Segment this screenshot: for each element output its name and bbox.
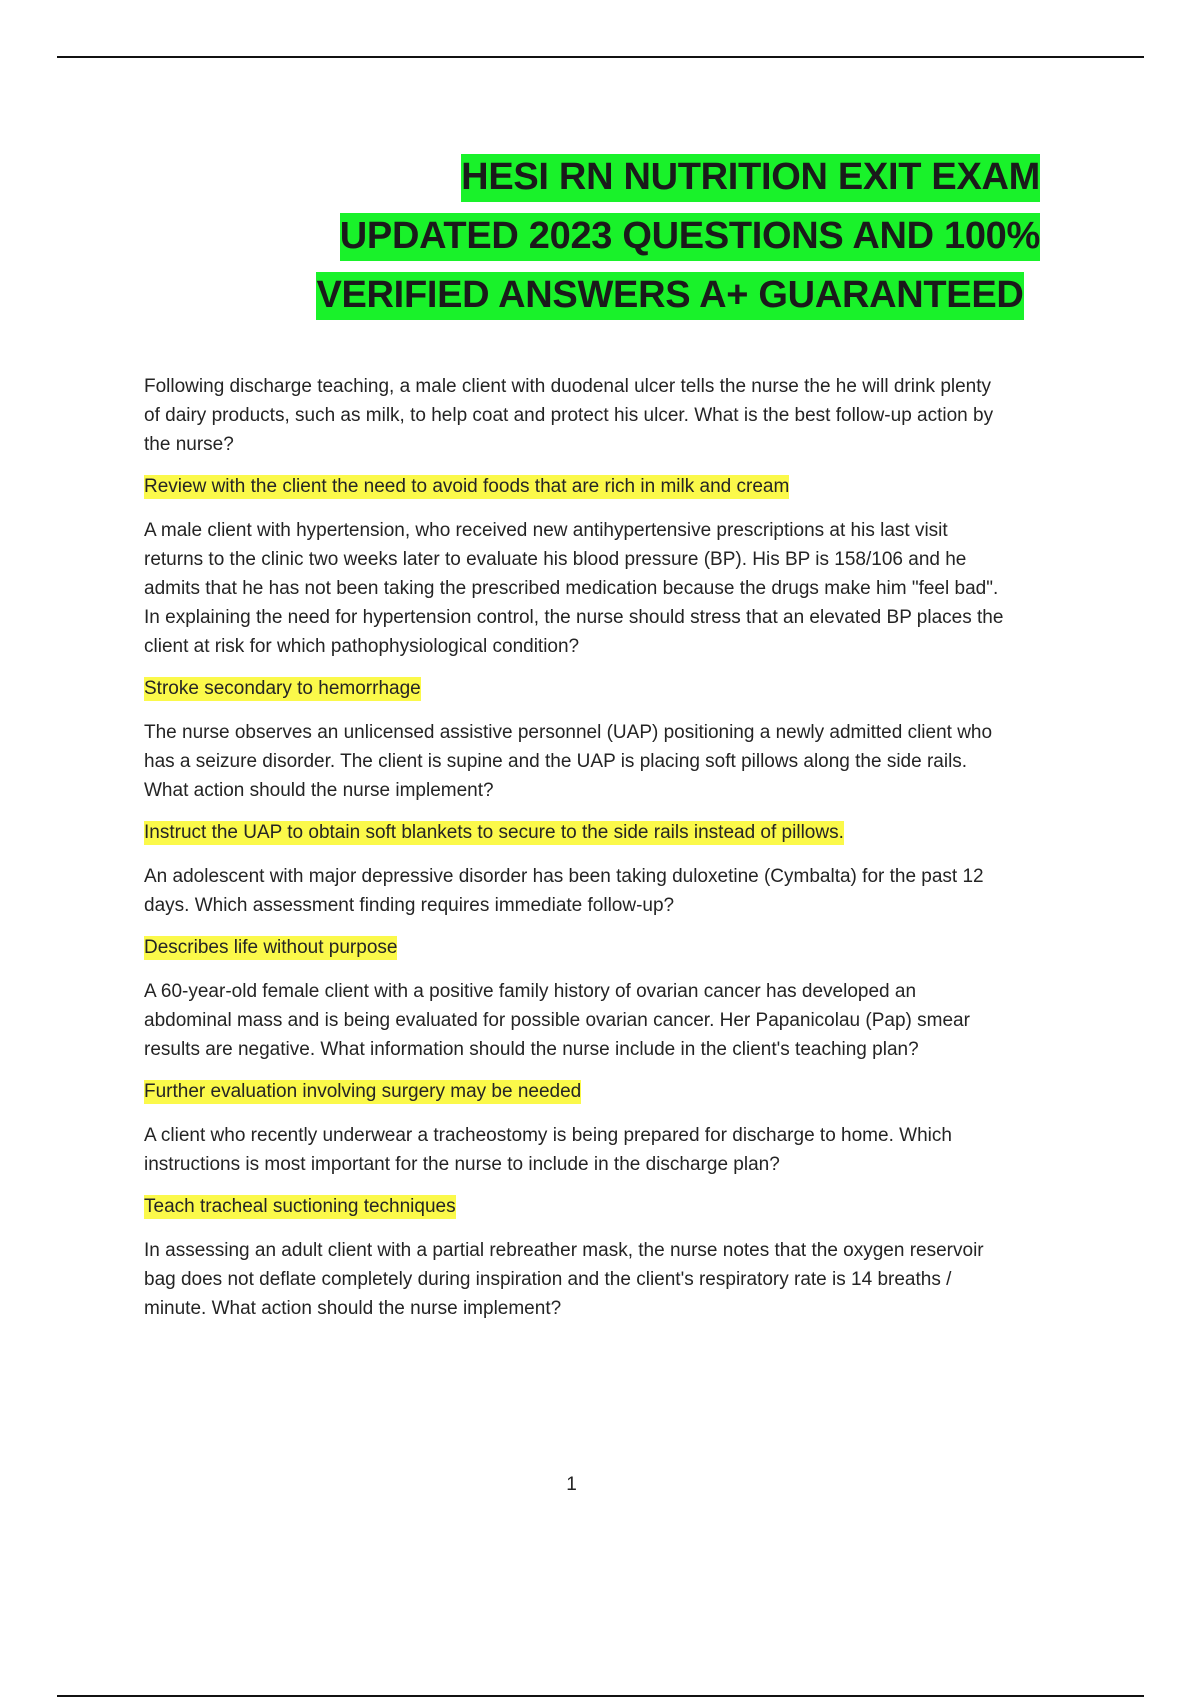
answer-5: Further evaluation involving surgery may be needed — [144, 1081, 582, 1102]
title-line-1: HESI RN NUTRITION EXIT EXAM — [300, 148, 1040, 207]
bottom-rule — [57, 1695, 1144, 1697]
question-3: The nurse observes an unlicensed assistive personnel (UAP) positioning a newly admitted client who has a seizure disorder. The client is supine and the UAP is placing soft pillows along the side rails. What action should the nurse implement? — [144, 722, 993, 801]
question-5: A 60-year-old female client with a positive family history of ovarian cancer has developed an abdominal mass and is being evaluated for possible ovarian cancer. Her Papanicolau (Pap) smear results are negative. What information should the nurse include in the client's teaching plan? — [144, 981, 970, 1060]
question-6: A client who recently underwear a tracheostomy is being prepared for discharge to home. Which instructions is most important for the nurse to include in the discharge plan? — [144, 1125, 952, 1175]
title-line-3: VERIFIED ANSWERS A+ GUARANTEED — [300, 266, 1040, 325]
question-7: In assessing an adult client with a partial rebreather mask, the nurse notes that the oxygen reservoir bag does not deflate completely during inspiration and the client's respiratory rate is 14 breaths / minute. What action should the nurse implement? — [144, 1240, 984, 1319]
page-number: 1 — [566, 1474, 577, 1495]
title-line-2: UPDATED 2023 QUESTIONS AND 100% — [300, 207, 1040, 266]
answer-1: Review with the client the need to avoid foods that are rich in milk and cream — [144, 476, 790, 497]
document-title — [300, 148, 1040, 325]
top-rule — [57, 56, 1144, 58]
qa-content — [144, 372, 1004, 1336]
answer-6: Teach tracheal suctioning techniques — [144, 1196, 456, 1217]
answer-4: Describes life without purpose — [144, 937, 398, 958]
answer-3: Instruct the UAP to obtain soft blankets to secure to the side rails instead of pillows. — [144, 822, 844, 843]
question-4: An adolescent with major depressive disorder has been taking duloxetine (Cymbalta) for the past 12 days. Which assessment finding requires immediate follow-up? — [144, 866, 984, 916]
question-2: A male client with hypertension, who received new antihypertensive prescriptions at his last visit returns to the clinic two weeks later to evaluate his blood pressure (BP). His BP is 158/106 and he admits that he has not been taking the prescribed medication because the drugs make him "feel bad". In explaining the need for hypertension control, the nurse should stress that an elevated BP places the client at risk for which pathophysiological condition? — [144, 520, 1004, 657]
question-1: Following discharge teaching, a male client with duodenal ulcer tells the nurse the he will drink plenty of dairy products, such as milk, to help coat and protect his ulcer. What is the best follow-up action by the nurse? — [144, 376, 994, 455]
answer-2: Stroke secondary to hemorrhage — [144, 678, 421, 699]
